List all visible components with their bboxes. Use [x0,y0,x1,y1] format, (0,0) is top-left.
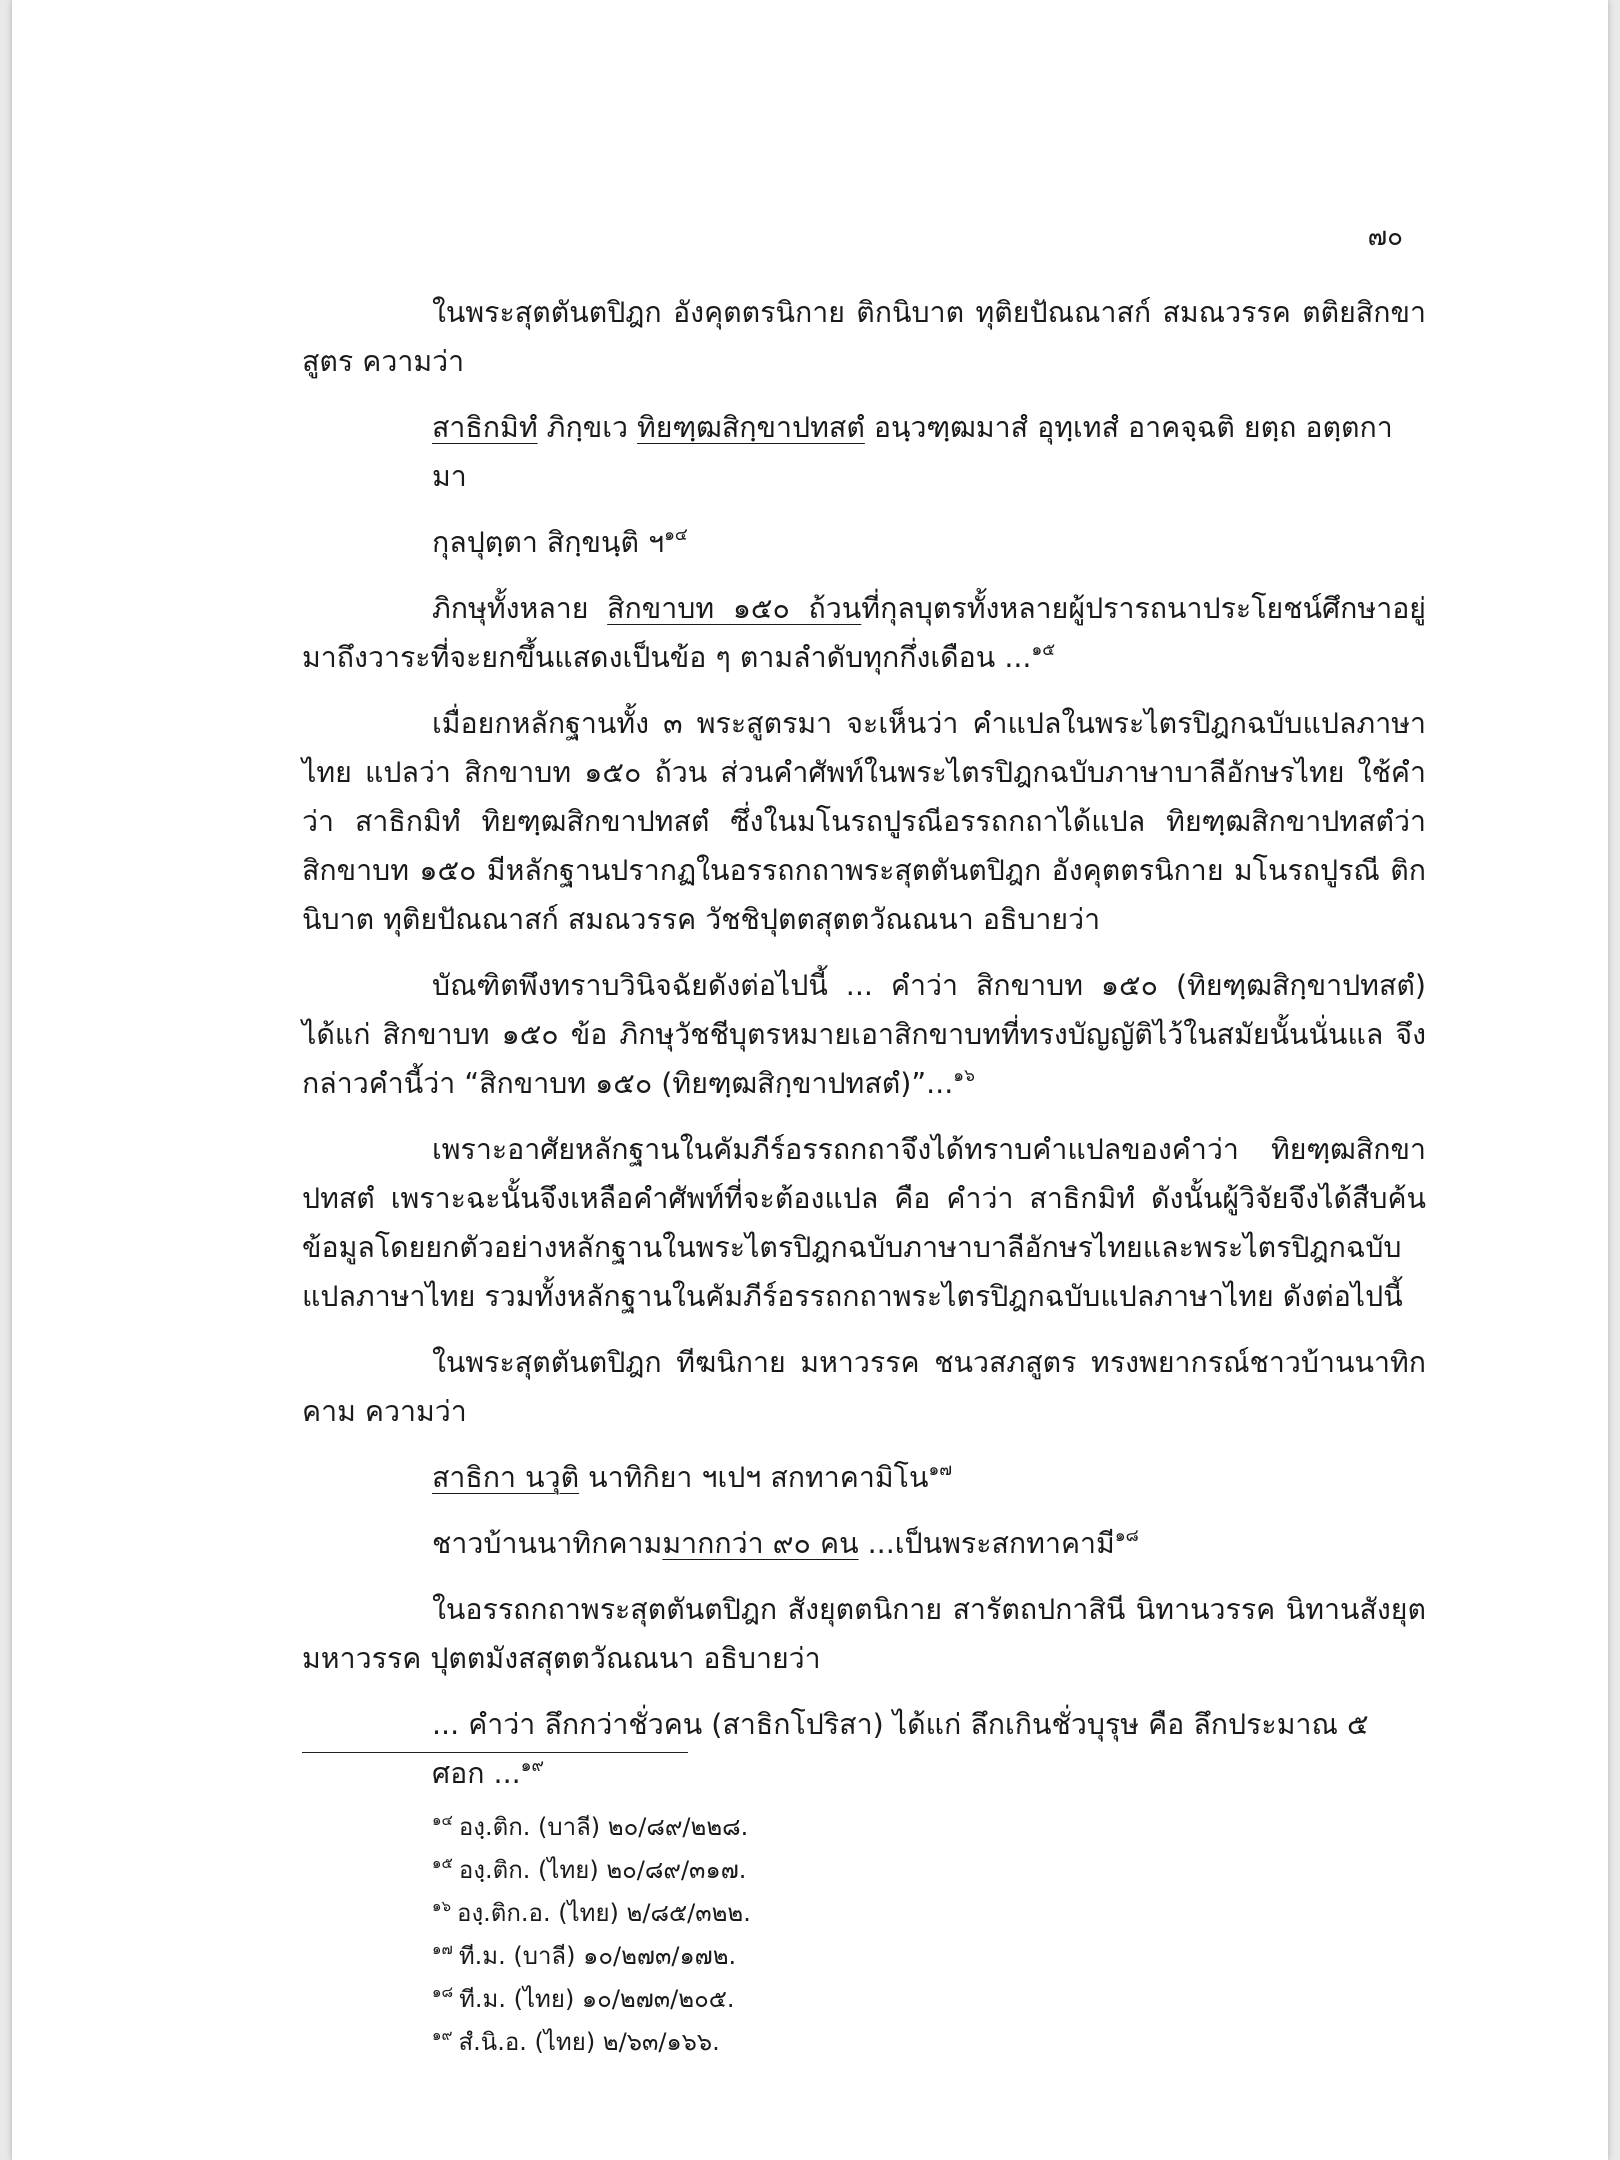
footnote-item [432,1892,751,1935]
footnote-text: องฺ.ติก.อ. (ไทย) ๒/๘๕/๓๒๒. [457,1899,751,1927]
quote-text: บัณฑิตพึงทราบวินิจฉัยดังต่อไปนี้ ... คำว่า สิกขาบท ๑๕๐ (ทิยฑฺฒสิกฺขาปทสตํ) ได้แก่ สิกขาบท ๑๕๐ ข้อ ภิกษุวัชชีบุตรหมายเอาสิกขาบทที่ทรงบัญญัติไว้ในสมัยนั้นนั่นแล จึงกล่าวคำนี้ว่า “สิกขาบท ๑๕๐ (ทิยฑฺฒสิกฺขาปทสตํ)”... [302,969,1426,1100]
footnotes [432,1806,751,2064]
footnote-item [432,1935,751,1978]
paragraph: เพราะอาศัยหลักฐานในคัมภีร์อรรถกถาจึงได้ทราบคำแปลของคำว่า ทิยฑฺฒสิกขาปทสตํ เพราะฉะนั้นจึงเหลือคำศัพท์ที่จะต้องแปล คือ คำว่า สาธิกมิทํ ดังนั้นผู้วิจัยจึงได้สืบค้นข้อมูลโดยยกตัวอย่างหลักฐานในพระไตรปิฎกฉบับภาษาบาลีอักษรไทยและพระไตรปิฎกฉบับแปลภาษาไทย รวมทั้งหลักฐานในคัมภีร์อรรถกถาพระไตรปิฎกฉบับแปลภาษาไทย ดังต่อไปนี้ [302,1133,1426,1313]
underlined-term: สาธิกมิทํ [432,411,538,444]
pali-quote [302,403,1426,501]
paragraph: ในพระสุตตันตปิฎก อังคุตตรนิกาย ติกนิบาต ทุติยปัณณาสก์ สมณวรรค ตติยสิกขาสูตร ความว่า [302,296,1426,378]
footnote-ref[interactable]: ๑๔ [664,525,688,545]
footnote-ref[interactable]: ๑๙ [520,1756,544,1776]
paragraph: เมื่อยกหลักฐานทั้ง ๓ พระสูตรมา จะเห็นว่า คำแปลในพระไตรปิฎกฉบับแปลภาษาไทย แปลว่า สิกขาบท ๑๕๐ ถ้วน ส่วนคำศัพท์ในพระไตรปิฎกฉบับภาษาบาลีอักษรไทย ใช้คำว่า สาธิกมิทํ ทิยฑฺฒสิกขาปทสตํ ซึ่งในมโนรถปูรณีอรรถกถาได้แปล ทิยฑฺฒสิกขาปทสตํว่า สิกขาบท ๑๕๐ มีหลักฐานปรากฏในอรรถกถาพระสุตตันตปิฎก อังคุตตรนิกาย มโนรถปูรณี ติกนิบาต ทุติยปัณณาสก์ สมณวรรค วัชชิปุตตสุตตวัณณนา อธิบายว่า [302,707,1426,936]
paragraph: ในอรรถกถาพระสุตตันตปิฎก สังยุตตนิกาย สารัตถปกาสินี นิทานวรรค นิทานสังยุต มหาวรรค ปุตตมังสสุตตวัณณนา อธิบายว่า [302,1593,1426,1675]
footnote-ref[interactable]: ๑๘ [1114,1526,1139,1546]
footnote-ref[interactable]: ๑๕ [1031,640,1056,660]
footnote-number: ๑๘ [432,1983,454,2001]
footnote-item [432,1978,751,2021]
quote-text: กุลปุตฺตา สิกฺขนฺติ ฯ [432,526,665,559]
commentary-quote [302,961,1426,1108]
underlined-term: สิกขาบท ๑๕๐ ถ้วน [607,592,862,625]
pali-quote [302,1453,1426,1502]
footnote-number: ๑๗ [432,1940,453,1958]
footnote-text: องฺ.ติก. (ไทย) ๒๐/๘๙/๓๑๗. [458,1856,747,1884]
footnote-ref[interactable]: ๑๖ [953,1066,975,1086]
quote-text: ...เป็นพระสกทาคามี [858,1527,1115,1560]
footnote-text: สํ.นิ.อ. (ไทย) ๒/๖๓/๑๖๖. [458,2028,720,2056]
pali-quote-continued [302,518,1426,567]
quote-text: นาทิกิยา ฯเปฯ สกทาคามิโน [579,1461,929,1494]
page-number: ๗๐ [1367,222,1403,252]
quote-text: ภิกษุทั้งหลาย [432,592,608,625]
quote-text: อนฺวฑฺฒมาสํ อุทฺเทสํ อาคจฺฉติ ยตฺถ อตฺตกามา [432,411,1393,493]
footnote-item [432,1806,751,1849]
footnote-number: ๑๔ [432,1811,453,1829]
footnote-ref[interactable]: ๑๗ [928,1460,953,1480]
underlined-term: มากกว่า ๙๐ คน [662,1527,859,1560]
footnote-text: ที.ม. (บาลี) ๑๐/๒๗๓/๑๗๒. [458,1942,737,1970]
quote-text: ... คำว่า ลึกกว่าชั่วคน (สาธิกโปริสา) ได้แก่ ลึกเกินชั่วบุรุษ คือ ลึกประมาณ ๕ ศอก ... [432,1708,1369,1790]
footnote-item [432,1849,751,1892]
underlined-term: ทิยฑฺฒสิกฺขาปทสตํ [637,411,865,444]
translation-quote [302,584,1426,682]
footnote-text: องฺ.ติก. (บาลี) ๒๐/๘๙/๒๒๘. [458,1813,749,1841]
document-page [12,0,1608,2160]
footnote-number: ๑๙ [432,2026,453,2044]
footnote-text: ที.ม. (ไทย) ๑๐/๒๗๓/๒๐๕. [459,1985,735,2013]
paragraph: ในพระสุตตันตปิฎก ทีฆนิกาย มหาวรรค ชนวสภสูตร ทรงพยากรณ์ชาวบ้านนาทิกคาม ความว่า [302,1346,1426,1428]
footnote-number: ๑๕ [432,1854,453,1872]
footnote-item [432,2021,751,2064]
underlined-term: สาธิกา นวุติ [432,1461,580,1494]
footnote-number: ๑๖ [432,1897,452,1915]
quote-text: ภิกฺขเว [537,411,638,444]
translation-quote [302,1519,1426,1568]
quote-text: ที่กุลบุตรทั้งหลายผู้ปรารถนาประโยชน์ศึกษาอยู่ มาถึงวาระที่จะยกขึ้นแสดงเป็นข้อ ๆ ตามลำดับทุกกึ่งเดือน ... [302,592,1427,674]
quote-text: ชาวบ้านนาทิกคาม [432,1527,663,1560]
body-text [302,288,1426,1815]
footnote-separator [302,1752,688,1753]
commentary-quote [302,1700,1426,1798]
